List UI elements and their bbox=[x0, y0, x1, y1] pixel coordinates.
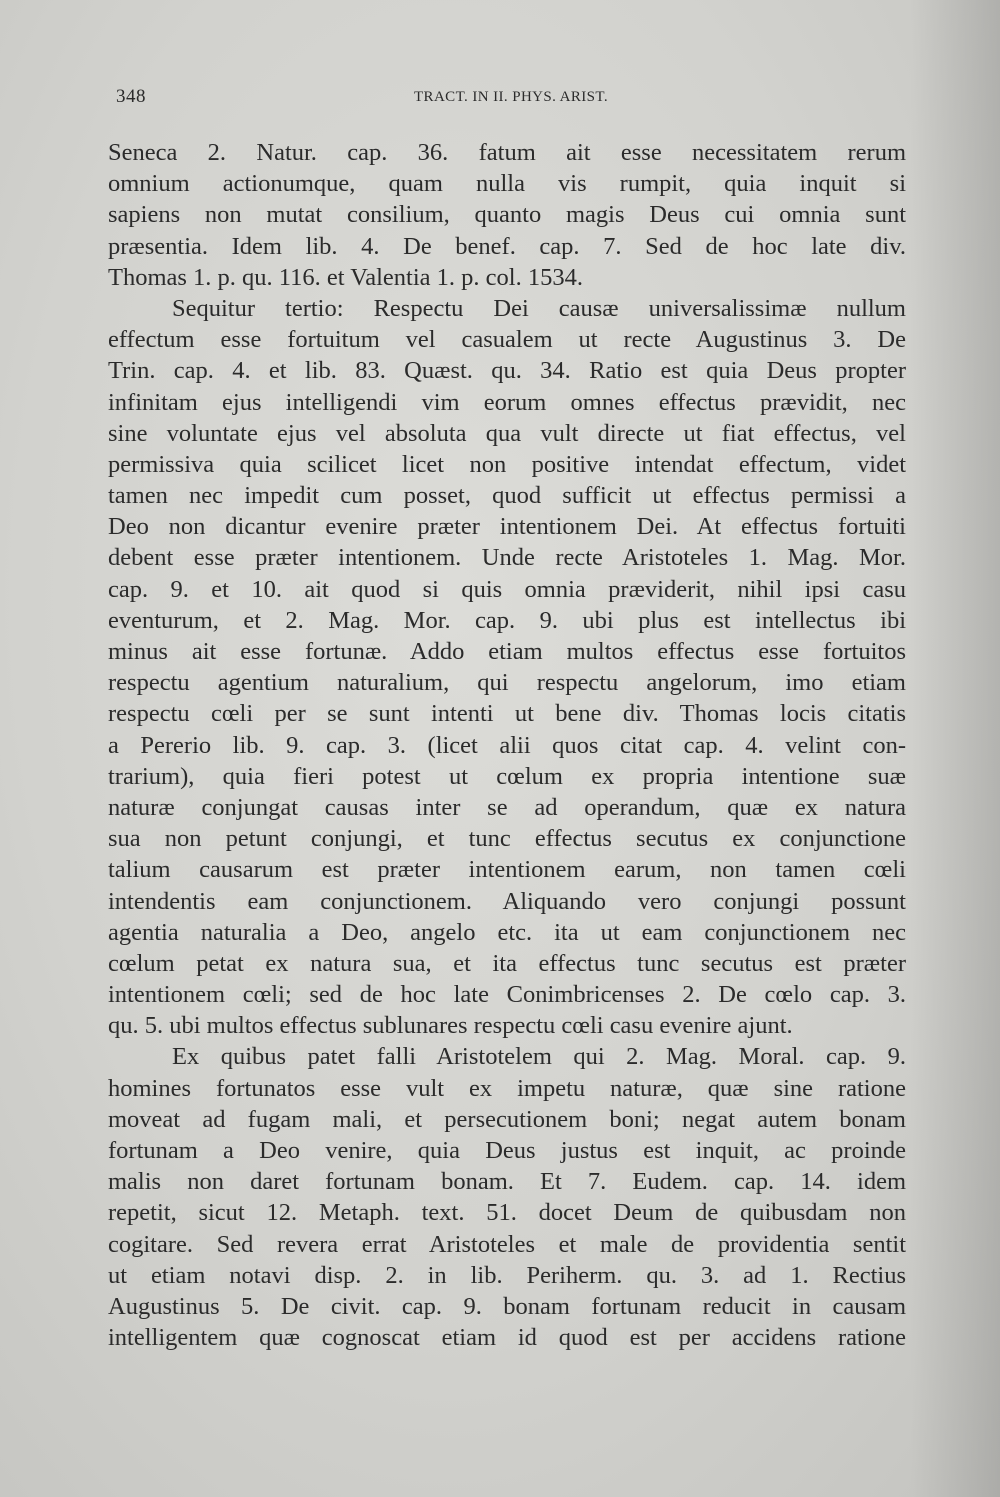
text-line: sapiens non mutat consilium, quanto magis Deus cui omnia sunt bbox=[108, 201, 906, 229]
text-line: intendentis eam conjunctionem. Aliquando vero conjungi possunt bbox=[108, 887, 906, 915]
text-line: cœlum petat ex natura sua, et ita effectus tunc secutus est præter bbox=[108, 949, 906, 977]
text-line: infinitam ejus intelligendi vim eorum omnes effectus prævidit, nec bbox=[108, 388, 906, 416]
text-line: tamen nec impedit cum posset, quod sufficit ut effectus permissi a bbox=[108, 482, 906, 510]
text-line: respectu agentium naturalium, qui respectu angelorum, imo etiam bbox=[108, 669, 906, 697]
text-line: intelligentem quæ cognoscat etiam id quod est per accidens ratione bbox=[108, 1324, 906, 1352]
text-line: minus ait esse fortunæ. Addo etiam multos effectus esse fortuitos bbox=[108, 638, 906, 665]
text-line: fortunam a Deo venire, quia Deus justus est inquit, ac proinde bbox=[108, 1137, 906, 1164]
text-line: trarium), quia fieri potest ut cœlum ex propria intentione suæ bbox=[108, 762, 906, 790]
text-line: omnium actionumque, quam nulla vis rumpit, quia inquit si bbox=[108, 170, 906, 198]
text-line: cogitare. Sed revera errat Aristoteles et male de providentia sentit bbox=[108, 1230, 906, 1258]
text-line: talium causarum est præter intentionem earum, non tamen cœli bbox=[108, 856, 906, 884]
text-line: intentionem cœli; sed de hoc late Conimbricenses 2. De cœlo cap. 3. bbox=[108, 981, 906, 1009]
body-text bbox=[108, 137, 906, 1353]
text-line: homines fortunatos esse vult ex impetu naturæ, quæ sine ratione bbox=[108, 1074, 906, 1102]
page-number: 348 bbox=[116, 86, 146, 107]
text-line: malis non daret fortunam bonam. Et 7. Eudem. cap. 14. idem bbox=[108, 1168, 906, 1196]
text-line: Trin. cap. 4. et lib. 83. Quæst. qu. 34. Ratio est quia Deus propter bbox=[108, 357, 906, 385]
text-line: ut etiam notavi disp. 2. in lib. Periherm. qu. 3. ad 1. Rectius bbox=[108, 1261, 906, 1289]
paragraph-start-line: Sequitur tertio: Respectu Dei causæ universalissimæ nullum bbox=[172, 294, 906, 322]
paragraph-start-line: Ex quibus patet falli Aristotelem qui 2. Mag. Moral. cap. 9. bbox=[172, 1043, 906, 1071]
text-line: qu. 5. ubi multos effectus sublunares respectu cœli casu evenire ajunt. bbox=[108, 1012, 793, 1040]
text-line: eventurum, et 2. Mag. Mor. cap. 9. ubi plus est intellectus ibi bbox=[108, 606, 906, 634]
text-line: Seneca 2. Natur. cap. 36. fatum ait esse necessitatem rerum bbox=[108, 139, 906, 166]
running-title: TRACT. IN II. PHYS. ARIST. bbox=[413, 89, 609, 105]
text-line: a Pererio lib. 9. cap. 3. (licet alii quos citat cap. 4. velint con- bbox=[108, 731, 906, 759]
text-line: debent esse præter intentionem. Unde recte Aristoteles 1. Mag. Mor. bbox=[108, 544, 906, 572]
text-line: sua non petunt conjungi, et tunc effectus secutus ex conjunctione bbox=[108, 825, 906, 853]
text-line: moveat ad fugam mali, et persecutionem boni; negat autem bonam bbox=[108, 1105, 906, 1133]
text-line: cap. 9. et 10. ait quod si quis omnia præviderit, nihil ipsi casu bbox=[108, 575, 906, 603]
text-line: sine voluntate ejus vel absoluta qua vult directe ut fiat effectus, vel bbox=[108, 419, 906, 447]
text-line: Thomas 1. p. qu. 116. et Valentia 1. p. col. 1534. bbox=[108, 263, 583, 291]
text-line: Augustinus 5. De civit. cap. 9. bonam fortunam reducit in causam bbox=[108, 1292, 906, 1320]
text-line: agentia naturalia a Deo, angelo etc. ita ut eam conjunctionem nec bbox=[108, 918, 906, 946]
text-line: repetit, sicut 12. Metaph. text. 51. docet Deum de quibusdam non bbox=[108, 1199, 906, 1227]
text-line: respectu cœli per se sunt intenti ut bene div. Thomas locis citatis bbox=[108, 700, 906, 728]
text-line: Deo non dicantur evenire præter intentionem Dei. At effectus fortuiti bbox=[108, 513, 906, 541]
text-line: effectum esse fortuitum vel casualem ut recte Augustinus 3. De bbox=[108, 326, 906, 354]
text-line: præsentia. Idem lib. 4. De benef. cap. 7. Sed de hoc late div. bbox=[108, 232, 906, 260]
text-line: permissiva quia scilicet licet non positive intendat effectum, videt bbox=[108, 450, 906, 478]
page-header bbox=[116, 86, 906, 116]
text-line: naturæ conjungat causas inter se ad operandum, quæ ex natura bbox=[108, 793, 906, 821]
